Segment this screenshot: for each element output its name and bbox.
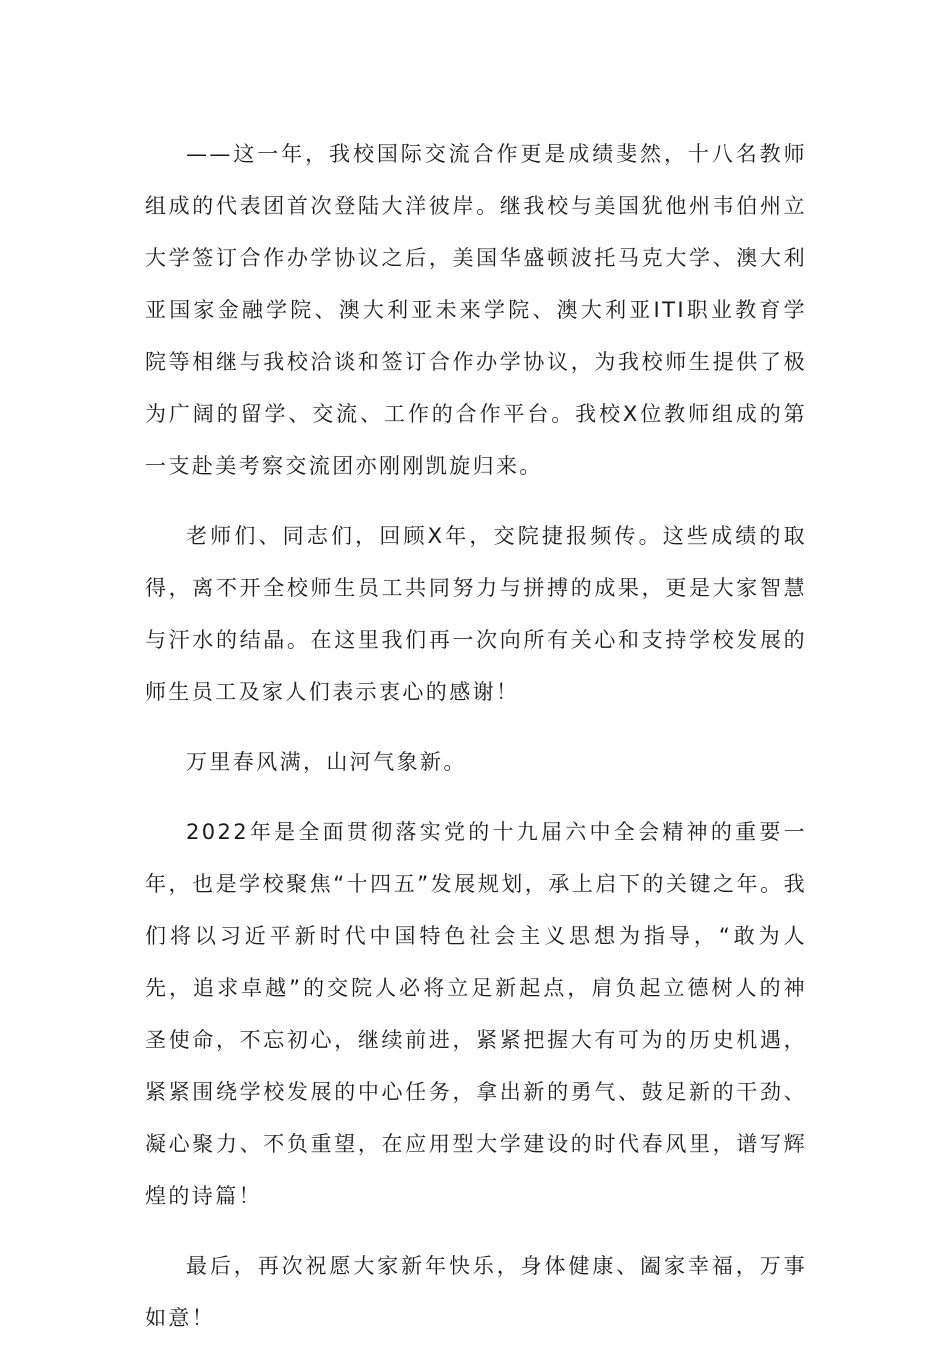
paragraph-closing-wishes: 最后，再次祝愿大家新年快乐，身体健康、阖家幸福，万事如意！ [145, 1254, 807, 1330]
paragraph-2022-plan: 2022年是全面贯彻落实党的十九届六中全会精神的重要一年，也是学校聚焦“十四五”发展规划，承上启下的关键之年。我们将以习近平新时代中国特色社会主义思想为指导，“敢为人先，追求卓越”的交院人必将立足新起点，肩负起立德树人的神圣使命，不忘初心，继续前进，紧紧把握大有可为的历史机遇，紧紧围绕学校发展的中心任务，拿出新的勇气、鼓足新的干劲、凝心聚力、不负重望，在应用型大学建设的时代春风里，谱写辉煌的诗篇！ [145, 820, 807, 1208]
paragraph-international-cooperation: ——这一年，我校国际交流合作更是成绩斐然，十八名教师组成的代表团首次登陆大洋彼岸。继我校与美国犹他州韦伯州立大学签订合作办学协议之后，美国华盛顿波托马克大学、澳大利亚国家金融学院、澳大利亚未来学院、澳大利亚ITI职业教育学院等相继与我校洽谈和签订合作办学协议，为我校师生提供了极为广阔的留学、交流、工作的合作平台。我校X位教师组成的第一支赴美考察交流团亦刚刚凯旋归来。 [145, 142, 807, 478]
paragraph-thanks: 老师们、同志们，回顾X年，交院捷报频传。这些成绩的取得，离不开全校师生员工共同努力与拼搏的成果，更是大家智慧与汗水的结晶。在这里我们再一次向所有关心和支持学校发展的师生员工及家人们表示衷心的感谢！ [145, 524, 807, 704]
paragraph-spring-line: 万里春风满，山河气象新。 [186, 750, 467, 774]
document-body [145, 128, 807, 1362]
